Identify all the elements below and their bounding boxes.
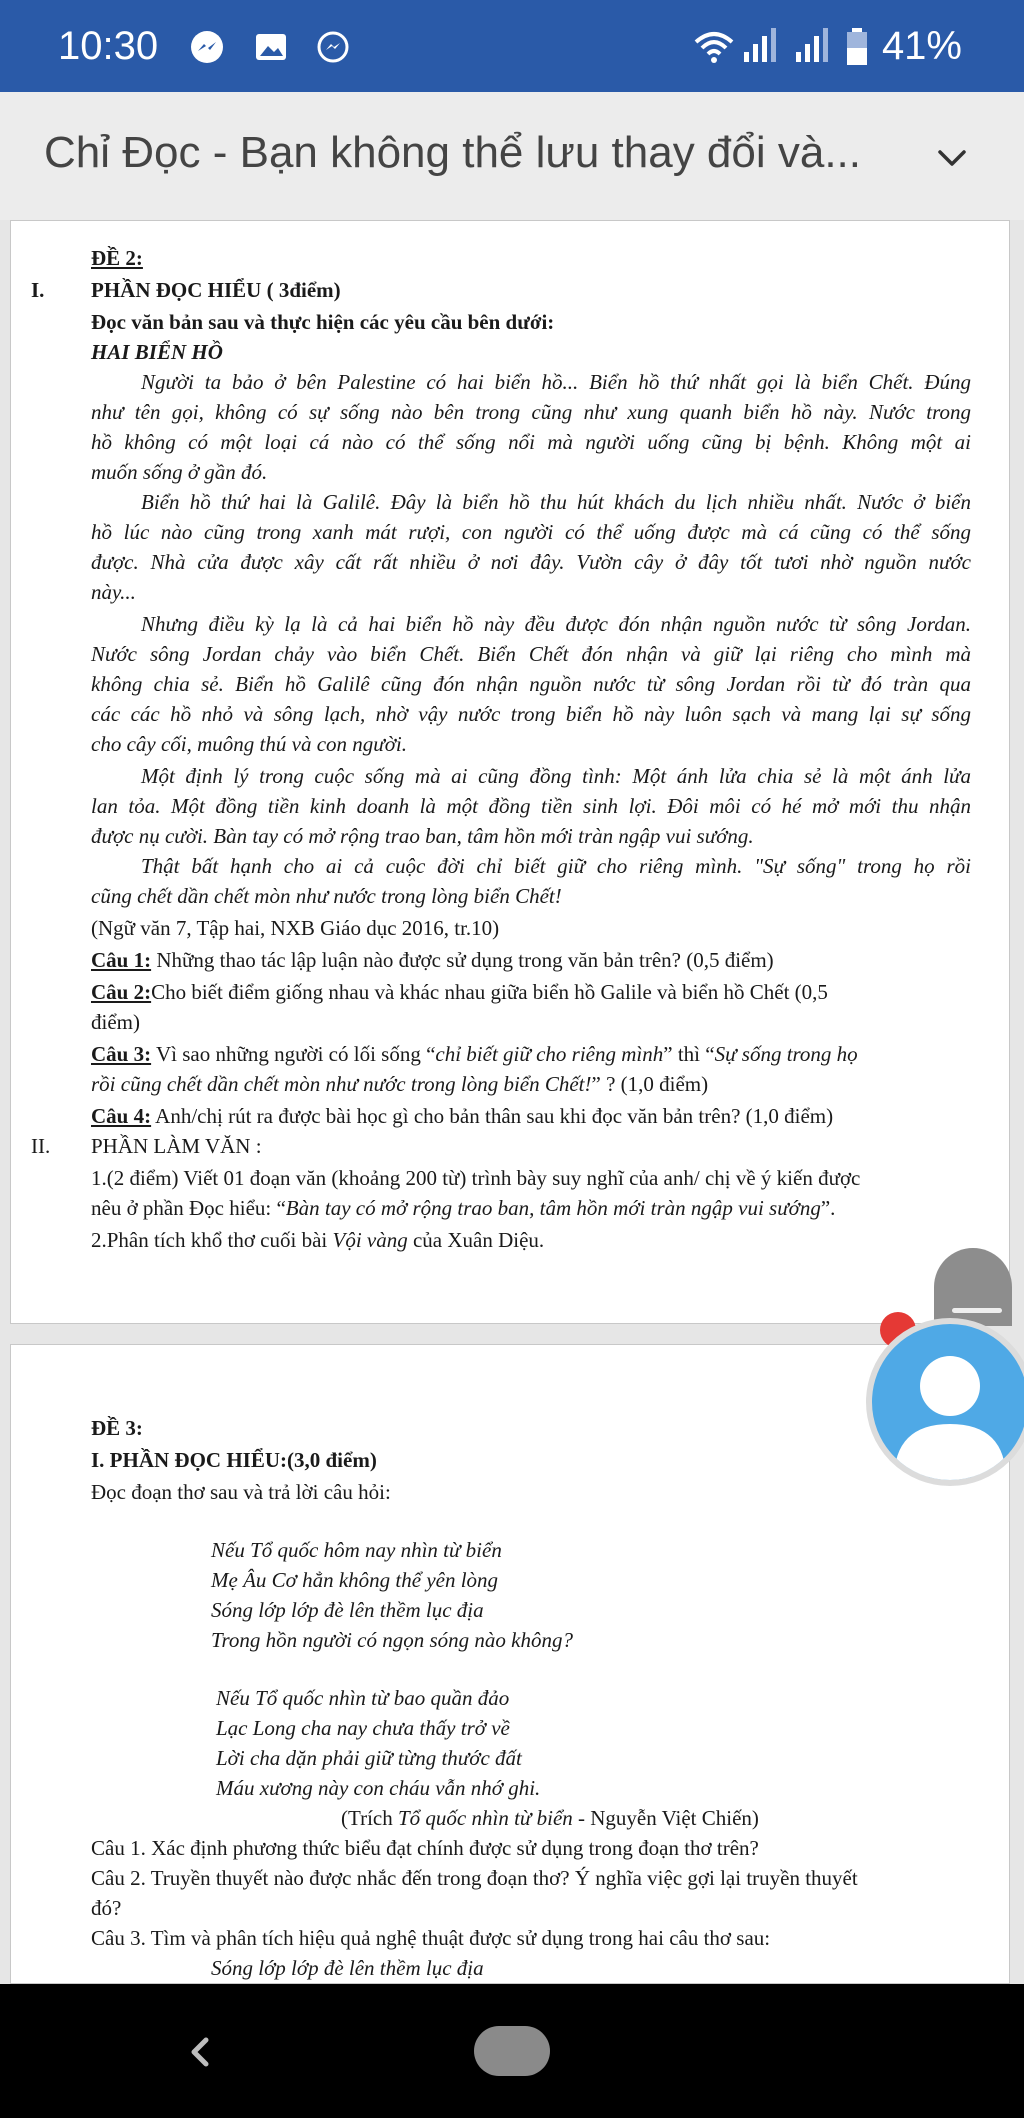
paragraph-line: được nụ cười. Bàn tay có mở rộng trao ban, tâm hồn mới tràn ngập vui sướng. (91, 824, 754, 848)
paragraph-line: Một định lý trong cuộc sống mà ai cũng đồng tình: Một ánh lửa chia sẻ là một ánh lửa (141, 764, 971, 788)
paragraph-line: lan tỏa. Một đồng tiền kinh doanh là một đồng tiền sinh lợi. Đôi môi có hé mở mới thu nhận (91, 794, 971, 818)
question-label: Câu 4: (91, 1104, 152, 1128)
messenger-icon (316, 30, 350, 64)
poem-line: Sóng lớp lớp đè lên thềm lục địa (211, 1598, 484, 1622)
poem-line: Máu xương này con cháu vẫn nhớ ghi. (216, 1776, 541, 1800)
paragraph-line: cũng chết dần chết mòn như nước trong lòng biển Chết! (91, 884, 562, 908)
battery-percent: 41% (881, 24, 962, 68)
paragraph-line: Nước sông Jordan chảy vào biển Chết. Biển Chết đón nhận và giữ lại riêng cho mình mà (91, 642, 971, 666)
paragraph-line: các các hồ nhỏ và sông lạch, nhờ vậy nước trong biển hồ này luôn sạch và mang lại sự sống (91, 702, 971, 726)
question-label: Câu 3: (91, 1042, 152, 1066)
question-4: Câu 4: Anh/chị rút ra được bài học gì cho bản thân sau khi đọc văn bản trên? (1,0 điểm) (91, 1104, 834, 1128)
paragraph-line: hồ không có một loại cá nào có thể sống nổi mà người uống cũng bị bệnh. Không một ai (91, 430, 971, 454)
poem-source: (Trích Tổ quốc nhìn từ biển - Nguyễn Việt Chiến) (341, 1806, 759, 1830)
document-title: Chỉ Đọc - Bạn không thể lưu thay đổi và... (44, 128, 862, 177)
exam-label: ĐỀ 2: (91, 246, 143, 270)
poem-line: Lạc Long cha nay chưa thấy trở về (216, 1716, 510, 1740)
section-number: I. (31, 278, 45, 302)
question-label: Câu 1: (91, 948, 152, 972)
poem-line-cut: Sóng lớp lớp đè lên thềm lục địa (211, 1956, 484, 1980)
question-1: Câu 1. Xác định phương thức biểu đạt chính được sử dụng trong đoạn thơ trên? (91, 1836, 759, 1860)
status-time: 10:30 (58, 24, 159, 68)
paragraph-line: Thật bất hạnh cho ai cả cuộc đời chỉ biết giữ cho riêng mình. "Sự sống" trong họ rồi (141, 854, 971, 878)
paragraph-line: này... (91, 580, 136, 604)
paragraph-line: như tên gọi, không có sự sống nào bên trong cũng như xung quanh biển hồ này. Nước trong (91, 400, 971, 424)
home-button[interactable] (474, 2026, 550, 2076)
section-title: PHẦN ĐỌC HIỂU ( 3điểm) (91, 278, 341, 302)
poem-line: Nếu Tổ quốc nhìn từ bao quần đảo (216, 1686, 510, 1710)
story-title: HAI BIỂN HỒ (91, 340, 223, 364)
question-label: Câu 2: (91, 980, 152, 1004)
chevron-down-icon[interactable] (932, 138, 972, 178)
wifi-icon (694, 30, 734, 64)
user-silhouette-icon (872, 1324, 1024, 1480)
paragraph-line: được. Nhà cửa được xây cất rất nhiều ở nơi đây. Vườn cây ở đây tốt tươi nhờ nguồn nước (91, 550, 971, 574)
poem-line: Mẹ Âu Cơ hẳn không thể yên lòng (211, 1568, 499, 1592)
reader-header (0, 92, 1024, 220)
handle-bar (952, 1308, 1002, 1313)
paragraph-line: hồ lúc nào cũng trong xanh mát rượi, con người có thể uống được mà cá cũng có thể sống (91, 520, 971, 544)
navigation-bar (0, 1984, 1024, 2118)
signal-icon (742, 28, 782, 64)
section-number: II. (31, 1134, 51, 1158)
document-page-2 (10, 1344, 1010, 1984)
paragraph-line: Người ta bảo ở bên Palestine có hai biển hồ... Biển hồ thứ nhất gọi là biển Chết. Đúng (141, 370, 971, 394)
exam-label: ĐỀ 3: (91, 1416, 143, 1440)
question-1: Câu 1: Những thao tác lập luận nào được sử dụng trong văn bản trên? (0,5 điểm) (91, 948, 774, 972)
battery-icon (846, 28, 868, 66)
messenger-icon (190, 30, 224, 64)
paragraph-line: Biển hồ thứ hai là Galilê. Đây là biển hồ thu hút khách du lịch nhiều nhất. Nước ở biển (141, 490, 971, 514)
poem-line: Nếu Tổ quốc hôm nay nhìn từ biển (211, 1538, 502, 1562)
question-3: Câu 3: Vì sao những người có lối sống “chỉ biết giữ cho riêng mình” thì “Sự sống trong họ (91, 1042, 858, 1066)
writing-task-2: 2.Phân tích khổ thơ cuối bài Vội vàng của Xuân Diệu. (91, 1228, 545, 1252)
paragraph-line: không chia sẻ. Biển hồ Galilê cũng đón nhận nguồn nước từ sông Jordan rồi từ đó tràn qua (91, 672, 971, 696)
section-title: PHẦN LÀM VĂN : (91, 1134, 262, 1158)
question-2-cont: đó? (91, 1896, 122, 1920)
section-title: I. PHẦN ĐỌC HIỂU:(3,0 điểm) (91, 1448, 377, 1472)
chat-bubble-handle[interactable] (934, 1248, 1012, 1326)
status-bar (0, 0, 1024, 92)
chat-head-avatar[interactable] (866, 1318, 1024, 1486)
poem-line: Lời cha dặn phải giữ từng thước đất (216, 1746, 522, 1770)
instruction: Đọc văn bản sau và thực hiện các yêu cầu bên dưới: (91, 310, 555, 334)
question-3-cont: rồi cũng chết dần chết mòn như nước trong lòng biển Chết!” ? (1,0 điểm) (91, 1072, 709, 1096)
back-icon[interactable] (180, 2022, 220, 2082)
instruction: Đọc đoạn thơ sau và trả lời câu hỏi: (91, 1480, 391, 1504)
writing-task-1: 1.(2 điểm) Viết 01 đoạn văn (khoảng 200 từ) trình bày suy nghĩ của anh/ chị về ý kiến được (91, 1166, 861, 1190)
document-page-1 (10, 220, 1010, 1324)
gallery-icon (254, 30, 288, 64)
signal-icon (794, 28, 834, 64)
question-3: Câu 3. Tìm và phân tích hiệu quả nghệ thuật được sử dụng trong hai câu thơ sau: (91, 1926, 771, 1950)
poem-line: Trong hồn người có ngọn sóng nào không? (211, 1628, 573, 1652)
question-2-cont: điểm) (91, 1010, 140, 1034)
paragraph-line: Nhưng điều kỳ lạ là cả hai biển hồ này đều được đón nhận nguồn nước từ sông Jordan. (141, 612, 971, 636)
paragraph-line: muốn sống ở gần đó. (91, 460, 268, 484)
source-citation: (Ngữ văn 7, Tập hai, NXB Giáo dục 2016, tr.10) (91, 916, 500, 940)
paragraph-line: cho cây cối, muông thú và con người. (91, 732, 408, 756)
writing-task-1-cont: nêu ở phần Đọc hiểu: “Bàn tay có mở rộng trao ban, tâm hồn mới tràn ngập vui sướng”. (91, 1196, 836, 1220)
question-2: Câu 2. Truyền thuyết nào được nhắc đến trong đoạn thơ? Ý nghĩa việc gợi lại truyền thuyết (91, 1866, 858, 1890)
question-2: Câu 2:Cho biết điểm giống nhau và khác nhau giữa biển hồ Galile và biển hồ Chết (0,5 (91, 980, 828, 1004)
